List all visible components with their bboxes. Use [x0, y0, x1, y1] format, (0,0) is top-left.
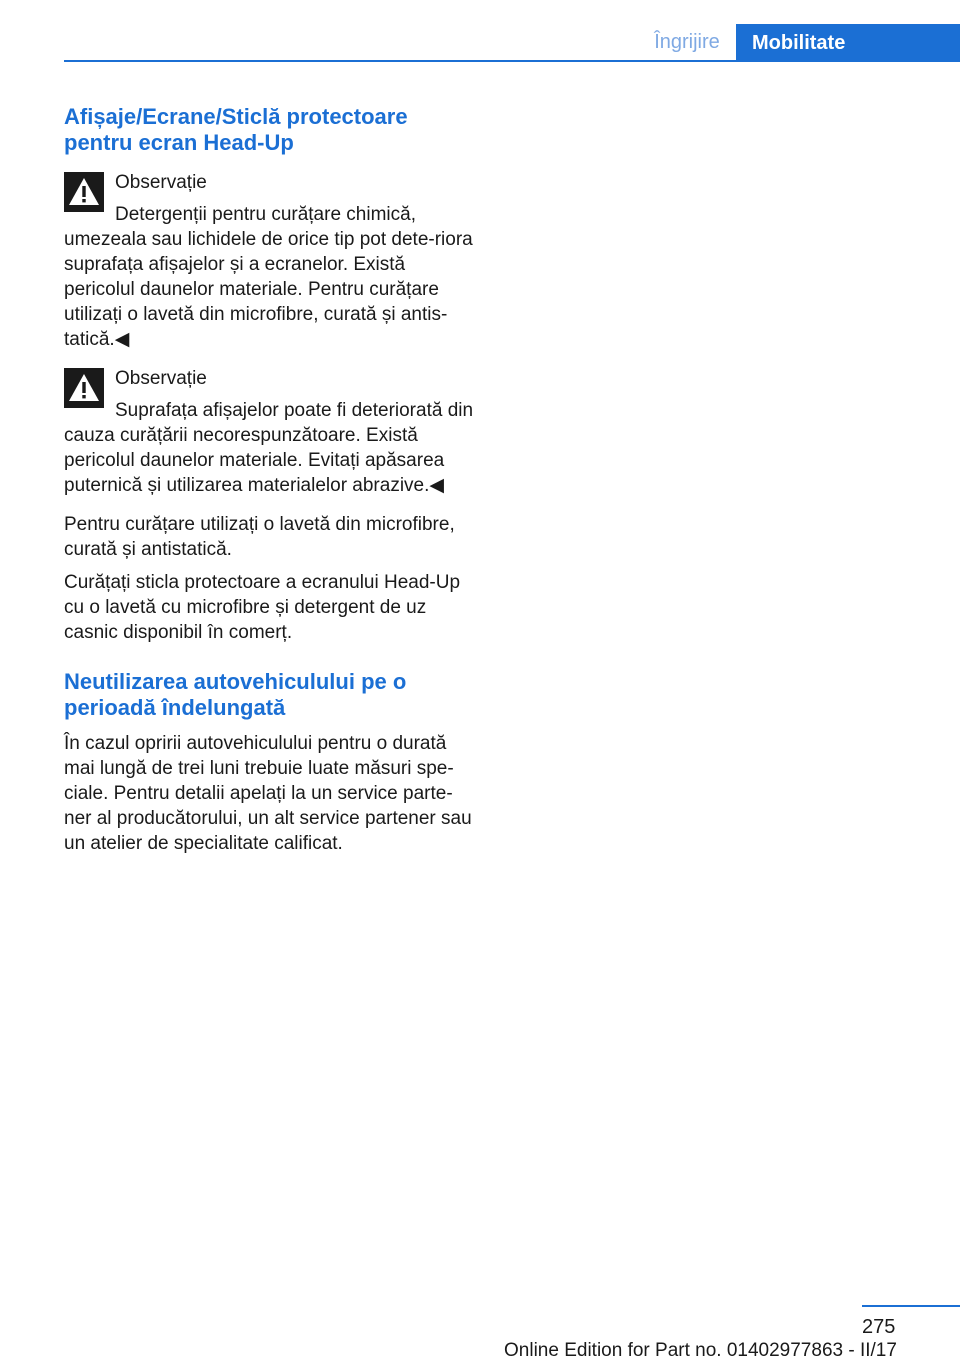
paragraph: Pentru curățare utilizați o lavetă din microfibre, curată și antistatică.: [64, 514, 455, 560]
edition-note: Online Edition for Part no. 01402977863 - II/17: [504, 1340, 897, 1361]
warning-body: Detergenții pentru curățare chimică, umezeala sau lichidele de orice tip pot dete‐riora suprafața afișajelor și a ecranelor. Există pericolul daunelor materiale. Pentru curățare utilizați o lavetă din microfibre, curată și antis‐tatică.◀: [64, 204, 473, 350]
tab-mobilitate[interactable]: Mobilitate: [736, 24, 960, 62]
warning-triangle-icon: [64, 172, 104, 212]
footer-rule: [862, 1305, 960, 1307]
paragraph: Curățați sticla protectoare a ecranului Head-Up cu o lavetă cu microfibre și detergent de uz casnic disponibil în comerț.: [64, 572, 461, 643]
warning-block-2: [64, 366, 478, 498]
warning-title: Observație: [115, 172, 207, 193]
warning-title: Observație: [115, 368, 207, 389]
warning-block-1: [64, 170, 478, 352]
page-number: 275: [862, 1316, 896, 1338]
header-rule: [64, 60, 960, 62]
warning-triangle-icon: [64, 368, 104, 408]
paragraph: În cazul opririi autovehiculului pentru o durată mai lungă de trei luni trebuie luate măsuri spe‐ciale. Pentru detalii apelați la un service parte‐ner al producătorului, un alt service partener sau un atelier de specialitate calificat.: [64, 733, 472, 854]
warning-body: Suprafața afișajelor poate fi deteriorată din cauza curățării necorespunzătoare. Există pericolul daunelor materiale. Evitați apăsarea puternică și utilizarea materialelor abrazive.◀: [64, 400, 474, 496]
tab-ingrijire[interactable]: Îngrijire: [654, 31, 720, 53]
section-title-long-term-storage: Neutilizarea autovehiculului pe o perioadă îndelungată: [64, 669, 407, 720]
section-title-display-cleaning: Afișaje/Ecrane/Sticlă protectoare pentru ecran Head-Up: [64, 104, 408, 155]
content-column: [64, 104, 478, 864]
